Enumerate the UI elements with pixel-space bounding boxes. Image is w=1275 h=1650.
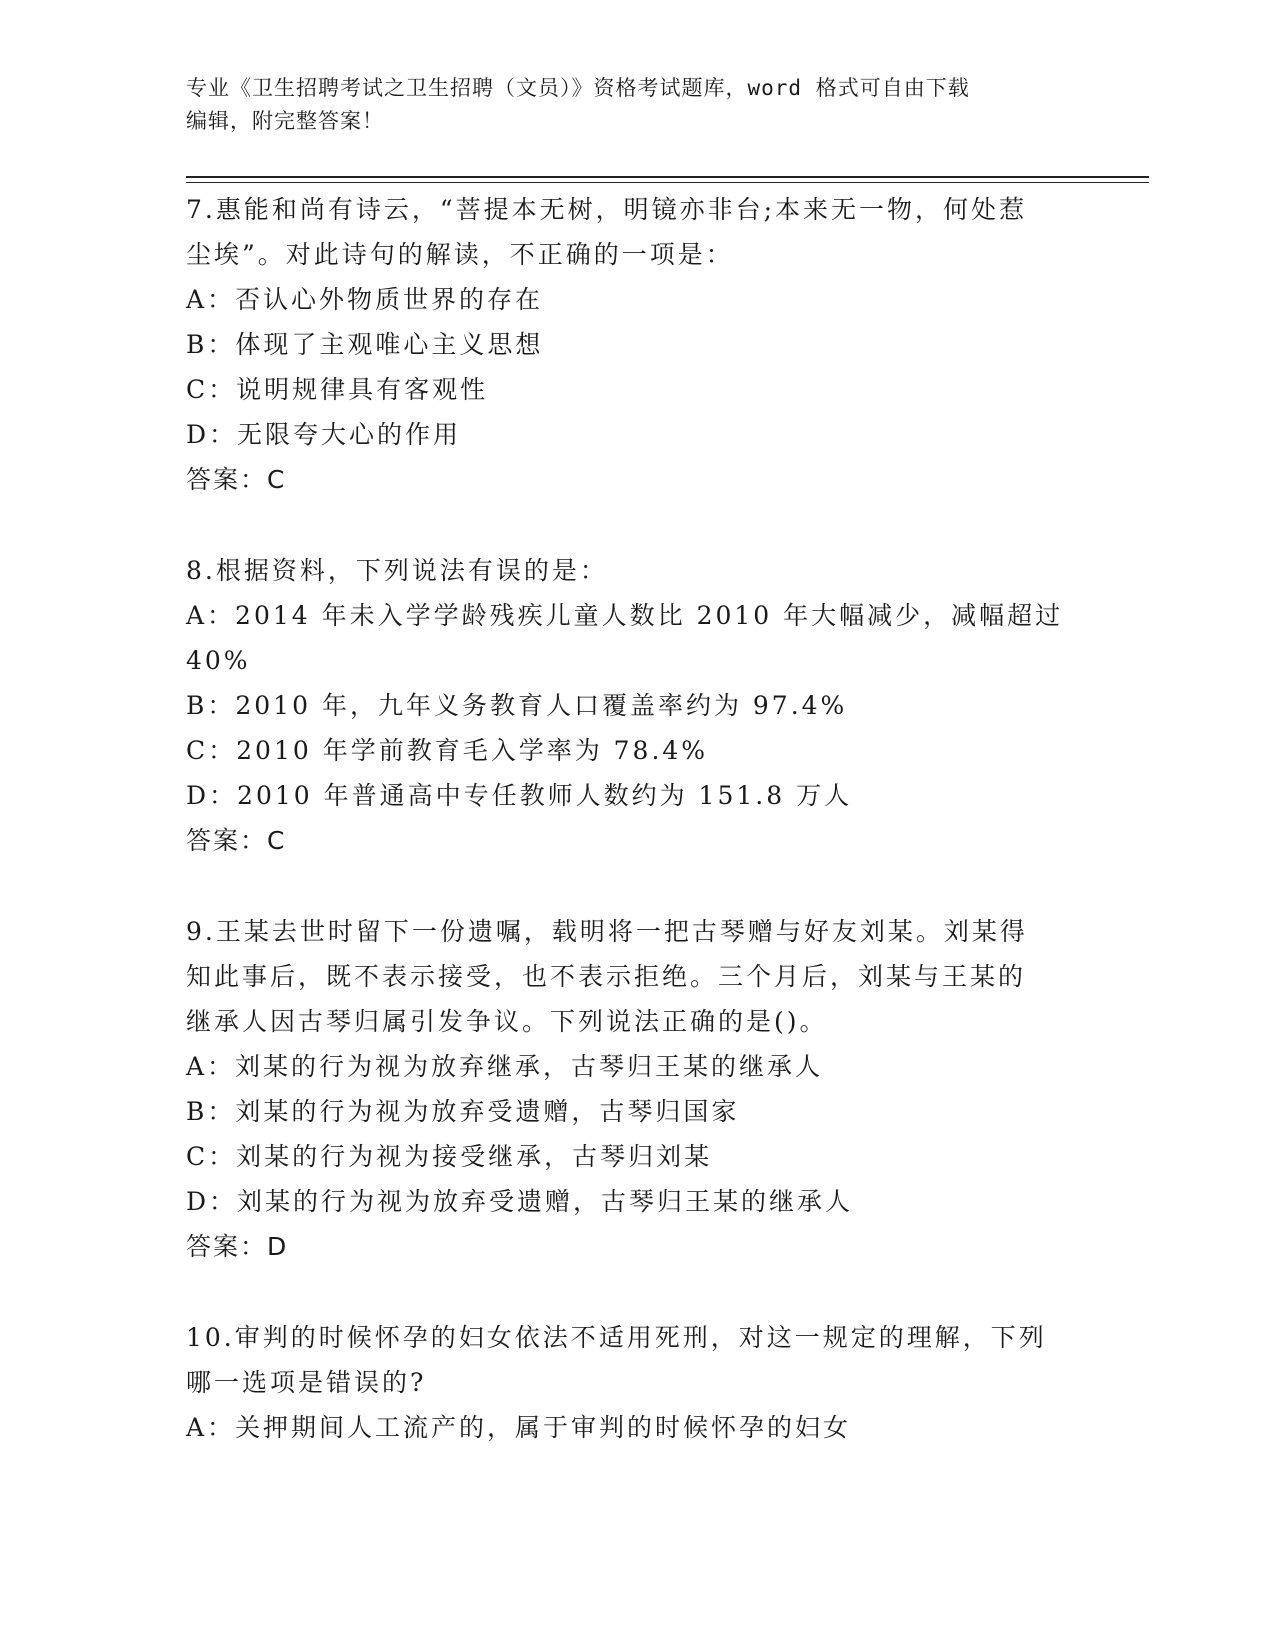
question-stem-line: 7.惠能和尚有诗云，“菩提本无树，明镜亦非台;本来无一物，何处惹	[186, 195, 1028, 224]
answer-option-line: A：刘某的行为视为放弃继承，古琴归王某的继承人	[186, 1052, 824, 1081]
answer-option-line: A：关押期间人工流产的，属于审判的时候怀孕的妇女	[186, 1413, 852, 1442]
question-block	[186, 909, 1086, 1269]
header-divider-thick	[186, 176, 1149, 178]
question-stem-line: 尘埃”。对此诗句的解读，不正确的一项是：	[186, 240, 734, 269]
document-header	[186, 72, 1066, 138]
answer-option-line: C：刘某的行为视为接受继承，古琴归刘某	[186, 1142, 713, 1171]
answer-option-line: B：刘某的行为视为放弃受遗赠，古琴归国家	[186, 1097, 740, 1126]
question-stem-line: 9.王某去世时留下一份遗嘱，载明将一把古琴赠与好友刘某。刘某得	[186, 917, 1028, 946]
question-stem-line: 继承人因古琴归属引发争议。下列说法正确的是()。	[186, 1007, 828, 1036]
question-block	[186, 1315, 1086, 1450]
question-stem-line: 10.审判的时候怀孕的妇女依法不适用死刑，对这一规定的理解，下列	[186, 1323, 1047, 1352]
answer-option-line: A：2014 年未入学学龄残疾儿童人数比 2010 年大幅减少，减幅超过	[186, 601, 1064, 630]
question-stem-line: 知此事后，既不表示接受，也不表示拒绝。三个月后，刘某与王某的	[186, 962, 1027, 991]
header-divider-thin	[186, 182, 1149, 183]
answer-option-line: B：体现了主观唯心主义思想	[186, 330, 544, 359]
header-line-1: 专业《卫生招聘考试之卫生招聘（文员）》资格考试题库，word 格式可自由下载	[186, 76, 970, 100]
answer-option-line: A：否认心外物质世界的存在	[186, 285, 544, 314]
header-line-2: 编辑，附完整答案！	[186, 109, 384, 133]
answer-option-line: D：刘某的行为视为放弃受遗赠，古琴归王某的继承人	[186, 1187, 854, 1216]
answer-key: 答案：C	[186, 826, 287, 855]
answer-option-line: C：2010 年学前教育毛入学率为 78.4%	[186, 736, 709, 765]
answer-key: 答案：C	[186, 465, 287, 494]
question-block	[186, 548, 1086, 863]
question-stem-line: 哪一选项是错误的?	[186, 1368, 427, 1397]
question-block	[186, 187, 1086, 502]
answer-option-line: B：2010 年，九年义务教育人口覆盖率约为 97.4%	[186, 691, 848, 720]
answer-key: 答案：D	[186, 1232, 289, 1261]
answer-option-line: D：无限夸大心的作用	[186, 420, 462, 449]
answer-option-line: 40%	[186, 646, 251, 675]
answer-option-line: D：2010 年普通高中专任教师人数约为 151.8 万人	[186, 781, 853, 810]
question-list	[186, 187, 1086, 1496]
question-stem-line: 8.根据资料，下列说法有误的是：	[186, 556, 608, 585]
answer-option-line: C：说明规律具有客观性	[186, 375, 489, 404]
